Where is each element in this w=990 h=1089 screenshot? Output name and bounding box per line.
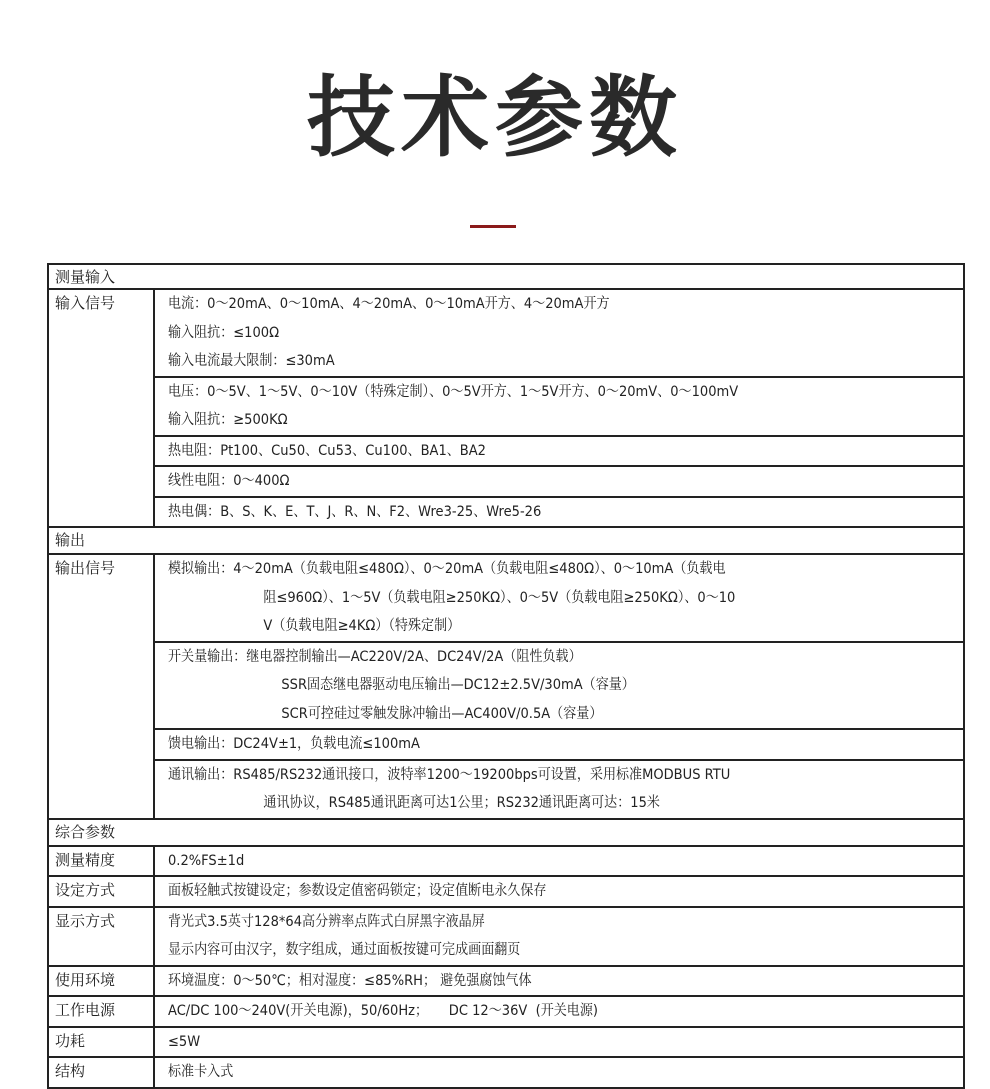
output-analog-block: [155, 555, 963, 643]
title-accent-divider: [470, 225, 516, 228]
row-label: 测量精度: [49, 847, 155, 876]
row-label: 显示方式: [49, 908, 155, 965]
spec-line: 通讯协议，RS485通讯距离可达1公里；RS232通讯距离可达：15米: [263, 795, 660, 811]
spec-table: [47, 263, 965, 1089]
spec-line: 输入阻抗：≥500KΩ: [168, 412, 288, 428]
spec-line: 模拟输出：4～20mA（负载电阻≤480Ω）、0～20mA（负载电阻≤480Ω）、0～10mA（负载电: [168, 561, 726, 577]
row-label: 结构: [49, 1058, 155, 1087]
spec-line: 电压：0～5V、1～5V、0～10V（特殊定制）、0～5V开方、1～5V开方、0～20mV、0～100mV: [168, 383, 739, 400]
spec-line: 电流：0～20mA、0～10mA、4～20mA、0～10mA开方、4～20mA开方: [168, 296, 610, 312]
table-row-power-consumption: [49, 1028, 963, 1059]
spec-line: 热电偶：B、S、K、E、T、J、R、N、F2、Wre3-25、Wre5-26: [168, 503, 542, 520]
input-rtd-block: [155, 437, 963, 468]
spec-line: 热电阻：Pt100、Cu50、Cu53、Cu100、BA1、BA2: [168, 442, 486, 459]
input-current-block: [155, 290, 963, 378]
spec-line: 通讯输出：RS485/RS232通讯接口，波特率1200～19200bps可设置，采用标准MODBUS RTU: [168, 766, 731, 783]
spec-line: 开关量输出：继电器控制输出—AC220V/2A、DC24V/2A（阻性负载）: [168, 648, 582, 665]
spec-line: 环境温度：0～50℃；相对湿度：≤85%RH； 避免强腐蚀气体: [168, 972, 532, 989]
table-row-environment: [49, 967, 963, 998]
input-voltage-block: [155, 378, 963, 437]
spec-line: 标准卡入式: [168, 1064, 234, 1080]
spec-line: 线性电阻：0～400Ω: [168, 473, 290, 489]
output-comm-block: [155, 761, 963, 818]
row-label: 输入信号: [49, 290, 155, 526]
row-label: 设定方式: [49, 877, 155, 906]
spec-line: 0.2%FS±1d: [168, 852, 245, 869]
page-title: 技术参数: [306, 66, 683, 169]
output-feed-block: [155, 730, 963, 761]
spec-line: 显示内容可由汉字，数字组成，通过面板按键可完成画面翻页: [168, 942, 521, 958]
input-linear-block: [155, 467, 963, 498]
spec-line: AC/DC 100～240V(开关电源)，50/60Hz； DC 12～36V (开关电源): [168, 1003, 598, 1019]
spec-line: SCR可控硅过零触发脉冲输出—AC400V/0.5A（容量）: [281, 705, 603, 722]
spec-line: V（负载电阻≥4KΩ）（特殊定制）: [263, 618, 461, 634]
spec-line: 输入电流最大限制：≤30mA: [168, 353, 335, 369]
row-label: 使用环境: [49, 967, 155, 996]
output-switch-block: [155, 643, 963, 731]
table-row-output-signal: [49, 555, 963, 820]
table-row-setting: [49, 877, 963, 908]
row-label: 功耗: [49, 1028, 155, 1057]
spec-line: 面板轻触式按键设定；参数设定值密码锁定；设定值断电永久保存: [168, 883, 547, 899]
table-row-structure: [49, 1058, 963, 1087]
spec-line: 馈电输出：DC24V±1，负载电流≤100mA: [168, 736, 420, 752]
row-label: 输出信号: [49, 555, 155, 818]
spec-line: ≤5W: [168, 1033, 201, 1050]
section-header-general: 综合参数: [55, 822, 116, 841]
table-row-accuracy: [49, 847, 963, 878]
table-row-power-supply: [49, 997, 963, 1028]
table-row-input-signal: [49, 290, 963, 528]
table-row-display: [49, 908, 963, 967]
spec-line: 阻≤960Ω）、1～5V（负载电阻≥250KΩ）、0～5V（负载电阻≥250KΩ）、0～10: [263, 589, 736, 606]
input-tc-block: [155, 498, 963, 527]
spec-line: 输入阻抗：≤100Ω: [168, 324, 280, 341]
spec-line: SSR固态继电器驱动电压输出—DC12±2.5V/30mA（容量）: [281, 677, 635, 693]
section-header-input: 测量输入: [49, 265, 963, 290]
spec-line: 背光式3.5英寸128*64高分辨率点阵式白屏黑字液晶屏: [168, 913, 485, 930]
section-header-output: 输出: [55, 531, 86, 549]
row-label: 工作电源: [49, 997, 155, 1026]
